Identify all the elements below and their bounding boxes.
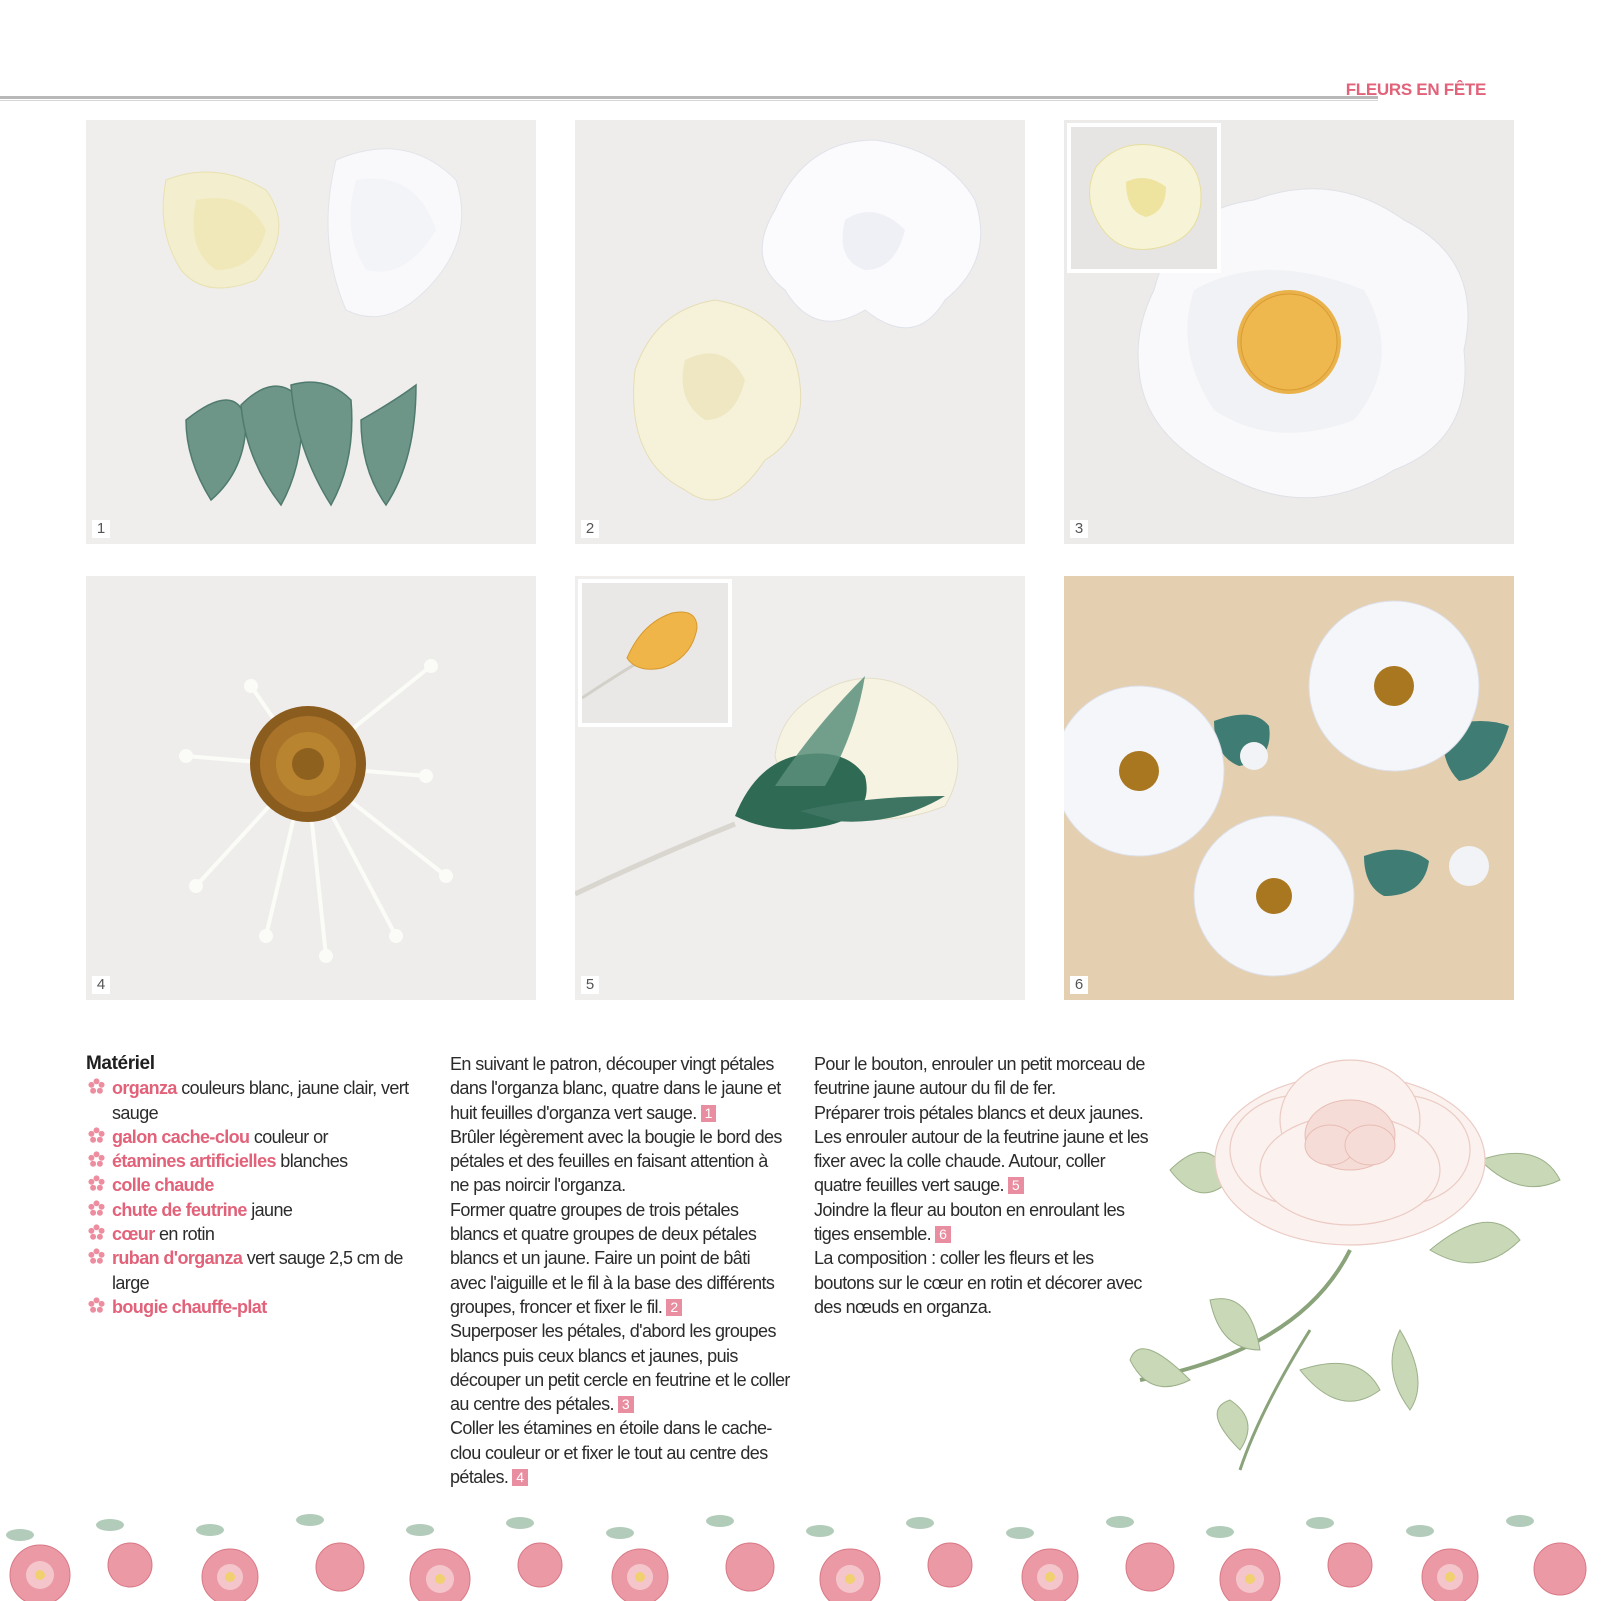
photo-6-image: [1064, 576, 1514, 1000]
step-ref-badge: 3: [618, 1396, 634, 1413]
floral-border: [0, 1495, 1601, 1601]
flower-bullet-icon: [88, 1175, 105, 1192]
flower-bullet-icon: [88, 1224, 105, 1241]
photo-2-image: [575, 120, 1025, 544]
section-title: FLEURS EN FÊTE: [1345, 80, 1486, 99]
photo-number: 6: [1070, 976, 1088, 994]
photo-4-image: [86, 576, 536, 1000]
step-photo-5: [575, 576, 1025, 1000]
header-rule: [0, 96, 1378, 99]
photo-number: 1: [92, 520, 110, 538]
instruction-paragraph: Pour le bouton, enrouler un petit morceau de feutrine jaune autour du fil de fer.: [814, 1054, 1145, 1099]
photo-5-inset: [578, 579, 732, 727]
step-photo-6: [1064, 576, 1514, 1000]
list-item: organza couleurs blanc, jaune clair, vert sauge: [86, 1076, 416, 1125]
instruction-paragraph: La composition : coller les fleurs et les boutons sur le cœur en rotin et décorer avec des nœuds en organza.: [814, 1248, 1142, 1317]
photo-number: 4: [92, 976, 110, 994]
instructions-column-1: [450, 1052, 790, 1489]
instruction-paragraph: Coller les étamines en étoile dans le cache-clou couleur or et fixer le tout au centre des pétales. 4: [450, 1418, 772, 1488]
photo-number: 5: [581, 976, 599, 994]
step-ref-badge: 6: [935, 1226, 951, 1243]
photo-1-image: [86, 120, 536, 544]
step-ref-badge: 4: [512, 1469, 528, 1486]
instruction-paragraph: Brûler légèrement avec la bougie le bord des pétales et des feuilles en faisant attention à ne pas noircir l'organza.: [450, 1126, 782, 1196]
materials-title: Matériel: [86, 1053, 155, 1074]
list-item: ruban d'organza vert sauge 2,5 cm de large: [86, 1246, 416, 1295]
step-ref-badge: 1: [701, 1105, 717, 1122]
list-item: chute de feutrine jaune: [86, 1198, 416, 1222]
list-item: cœur en rotin: [86, 1222, 416, 1246]
materials-column: [86, 1052, 416, 1319]
photo-number: 2: [581, 520, 599, 538]
instruction-paragraph: Joindre la fleur au bouton en enroulant les tiges ensemble. 6: [814, 1199, 1125, 1245]
flower-bullet-icon: [88, 1200, 105, 1217]
photo-number: 3: [1070, 520, 1088, 538]
instruction-paragraph: Superposer les pétales, d'abord les groupes blancs puis ceux blancs et jaunes, puis découper un petit cercle en feutrine et le coller au centre des pétales. 3: [450, 1321, 790, 1415]
list-item: étamines artificielles blanches: [86, 1149, 416, 1173]
step-photo-2: [575, 120, 1025, 544]
step-ref-badge: 5: [1008, 1177, 1024, 1194]
instruction-paragraph: Préparer trois pétales blancs et deux jaunes. Les enrouler autour de la feutrine jaune et les fixer avec la colle chaude. Autour, coller quatre feuilles vert sauge. 5: [814, 1102, 1149, 1196]
instruction-paragraph: Former quatre groupes de trois pétales blancs et quatre groupes de deux pétales blancs et un jaune. Faire un point de bâti avec l'aiguille et le fil à la base des différents groupes, froncer et fixer le fil. 2: [450, 1199, 775, 1317]
flower-bullet-icon: [88, 1297, 105, 1314]
inset-felt-bud-image: [582, 583, 728, 723]
flower-bullet-icon: [88, 1127, 105, 1144]
flower-bullet-icon: [88, 1078, 105, 1095]
peony-illustration: [1100, 1050, 1580, 1490]
flower-bullet-icon: [88, 1151, 105, 1168]
list-item: colle chaude: [86, 1173, 416, 1197]
step-photo-3: [1064, 120, 1514, 544]
materials-list: [86, 1076, 416, 1319]
instruction-paragraph: En suivant le patron, découper vingt pétales dans l'organza blanc, quatre dans le jaune et huit feuilles d'organza vert sauge. 1: [450, 1054, 781, 1123]
inset-yellow-flower-image: [1071, 127, 1217, 269]
list-item: bougie chauffe-plat: [86, 1295, 416, 1319]
header-rule-thin: [0, 100, 1378, 101]
step-photo-4: [86, 576, 536, 1000]
flower-bullet-icon: [88, 1248, 105, 1265]
step-photo-1: [86, 120, 536, 544]
step-ref-badge: 2: [666, 1299, 682, 1316]
list-item: galon cache-clou couleur or: [86, 1125, 416, 1149]
photo-3-inset: [1067, 123, 1221, 273]
